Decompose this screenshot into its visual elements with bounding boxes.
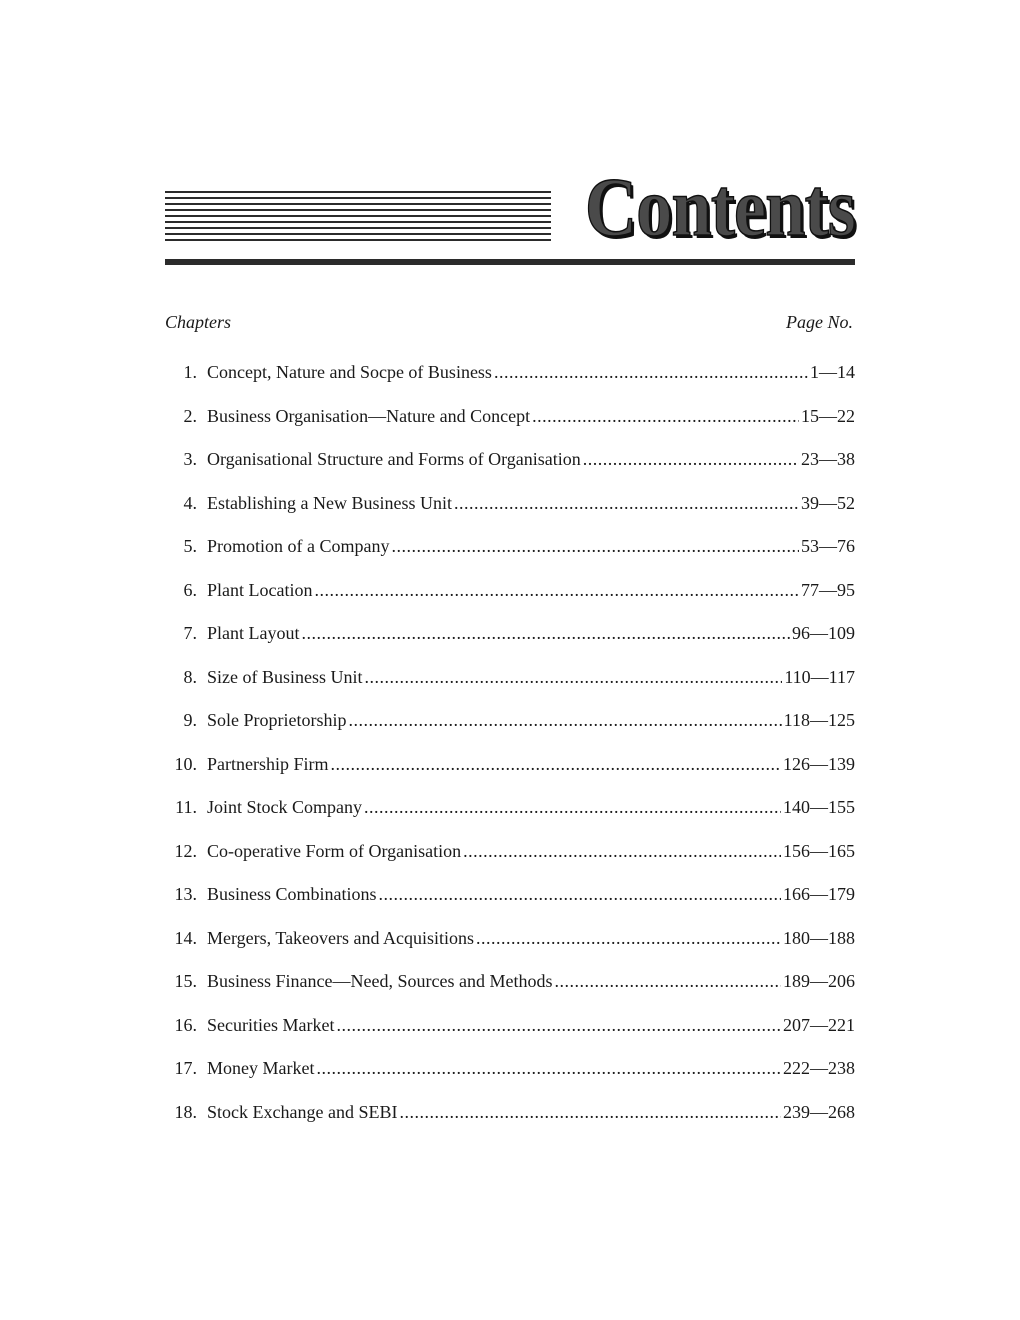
toc-entry	[165, 620, 855, 664]
dot-leader	[454, 490, 799, 516]
chapter-number: 15.	[174, 971, 197, 991]
page-range: 15—22	[801, 405, 855, 426]
page-range: 96—109	[792, 623, 855, 643]
dot-leader	[331, 751, 782, 777]
dot-leader	[392, 533, 800, 559]
page-range: 23—38	[801, 449, 855, 469]
page-range: 189—206	[783, 971, 855, 991]
chapter-number: 18.	[174, 1101, 197, 1122]
chapter-title: Stock Exchange and SEBI	[207, 1101, 398, 1122]
chapter-title: Organisational Structure and Forms of Organisation	[207, 449, 581, 469]
chapter-title: Size of Business Unit	[207, 666, 363, 687]
toc-entry	[165, 707, 855, 751]
toc-entry	[165, 1099, 855, 1143]
page-range: 1—14	[810, 362, 855, 382]
chapter-title: Business Organisation—Nature and Concept	[207, 405, 531, 426]
page-title: Contents	[584, 161, 855, 254]
chapter-number: 16.	[174, 1014, 197, 1035]
dot-leader	[494, 359, 808, 385]
page-no-heading: Page No.	[786, 312, 853, 332]
dot-leader	[554, 968, 781, 994]
chapter-title: Business Finance—Need, Sources and Methods	[207, 971, 553, 991]
chapters-heading: Chapters	[165, 312, 232, 332]
toc-entry	[165, 1012, 855, 1056]
chapter-number: 1.	[183, 362, 197, 382]
toc-entry	[165, 838, 855, 882]
chapter-number: 17.	[174, 1058, 197, 1078]
chapter-number: 11.	[175, 797, 197, 817]
toc-entry	[165, 577, 855, 621]
page-range: 126—139	[783, 753, 855, 774]
toc-entry	[165, 794, 855, 838]
chapter-number: 4.	[183, 492, 197, 513]
dot-leader	[364, 794, 781, 820]
dot-leader	[379, 881, 781, 907]
toc-entry	[165, 359, 855, 403]
chapter-title: Securities Market	[207, 1014, 335, 1035]
page-range: 166—179	[783, 884, 855, 904]
toc-entry	[165, 881, 855, 925]
page-range: 222—238	[783, 1058, 855, 1078]
dot-leader	[583, 446, 799, 472]
dot-leader	[316, 1055, 781, 1081]
page-range: 110—117	[784, 666, 855, 687]
contents-header	[165, 161, 855, 268]
toc-entry	[165, 446, 855, 490]
chapter-title: Concept, Nature and Socpe of Business	[207, 362, 492, 382]
dot-leader	[532, 403, 799, 429]
toc-entry	[165, 533, 855, 577]
dot-leader	[463, 838, 781, 864]
dot-leader	[314, 577, 799, 603]
chapter-title: Co-operative Form of Organisation	[207, 840, 462, 861]
dot-leader	[365, 664, 783, 690]
chapter-number: 6.	[183, 579, 197, 600]
chapter-number: 8.	[183, 666, 197, 687]
chapter-number: 12.	[174, 840, 197, 861]
decorative-stripes	[165, 191, 551, 245]
page-range: 140—155	[783, 797, 855, 817]
page-range: 180—188	[783, 927, 855, 948]
dot-leader	[349, 707, 782, 733]
dot-leader	[476, 925, 781, 951]
toc-entry	[165, 751, 855, 795]
dot-leader	[302, 620, 791, 646]
chapter-number: 14.	[174, 927, 197, 948]
chapter-title: Mergers, Takeovers and Acquisitions	[207, 927, 475, 948]
chapter-title: Promotion of a Company	[207, 536, 390, 556]
table-of-contents	[165, 359, 855, 1142]
column-headings	[165, 312, 853, 336]
page-range: 118—125	[783, 710, 855, 730]
page-range: 239—268	[783, 1101, 855, 1122]
header-rule	[165, 259, 855, 265]
page-range: 207—221	[783, 1014, 855, 1035]
chapter-title: Money Market	[207, 1058, 315, 1078]
page-range: 156—165	[783, 840, 855, 861]
chapter-number: 13.	[174, 884, 197, 904]
toc-entry	[165, 490, 855, 534]
page-range: 53—76	[801, 536, 855, 556]
chapter-title: Plant Layout	[207, 623, 300, 643]
page-range: 77—95	[801, 579, 855, 600]
chapter-title: Plant Location	[207, 579, 313, 600]
chapter-title: Partnership Firm	[207, 753, 329, 774]
chapter-number: 9.	[183, 710, 197, 730]
toc-entry	[165, 664, 855, 708]
toc-entry	[165, 1055, 855, 1099]
chapter-title: Establishing a New Business Unit	[207, 492, 452, 513]
chapter-number: 2.	[183, 405, 197, 426]
toc-entry	[165, 925, 855, 969]
chapter-number: 7.	[183, 623, 197, 643]
chapter-title: Joint Stock Company	[207, 797, 363, 817]
dot-leader	[399, 1099, 781, 1125]
chapter-number: 5.	[183, 536, 197, 556]
chapter-number: 3.	[183, 449, 197, 469]
dot-leader	[336, 1012, 781, 1038]
toc-entry	[165, 968, 855, 1012]
toc-entry	[165, 403, 855, 447]
chapter-number: 10.	[174, 753, 197, 774]
page-range: 39—52	[801, 492, 855, 513]
chapter-title: Sole Proprietorship	[207, 710, 347, 730]
chapter-title: Business Combinations	[207, 884, 377, 904]
